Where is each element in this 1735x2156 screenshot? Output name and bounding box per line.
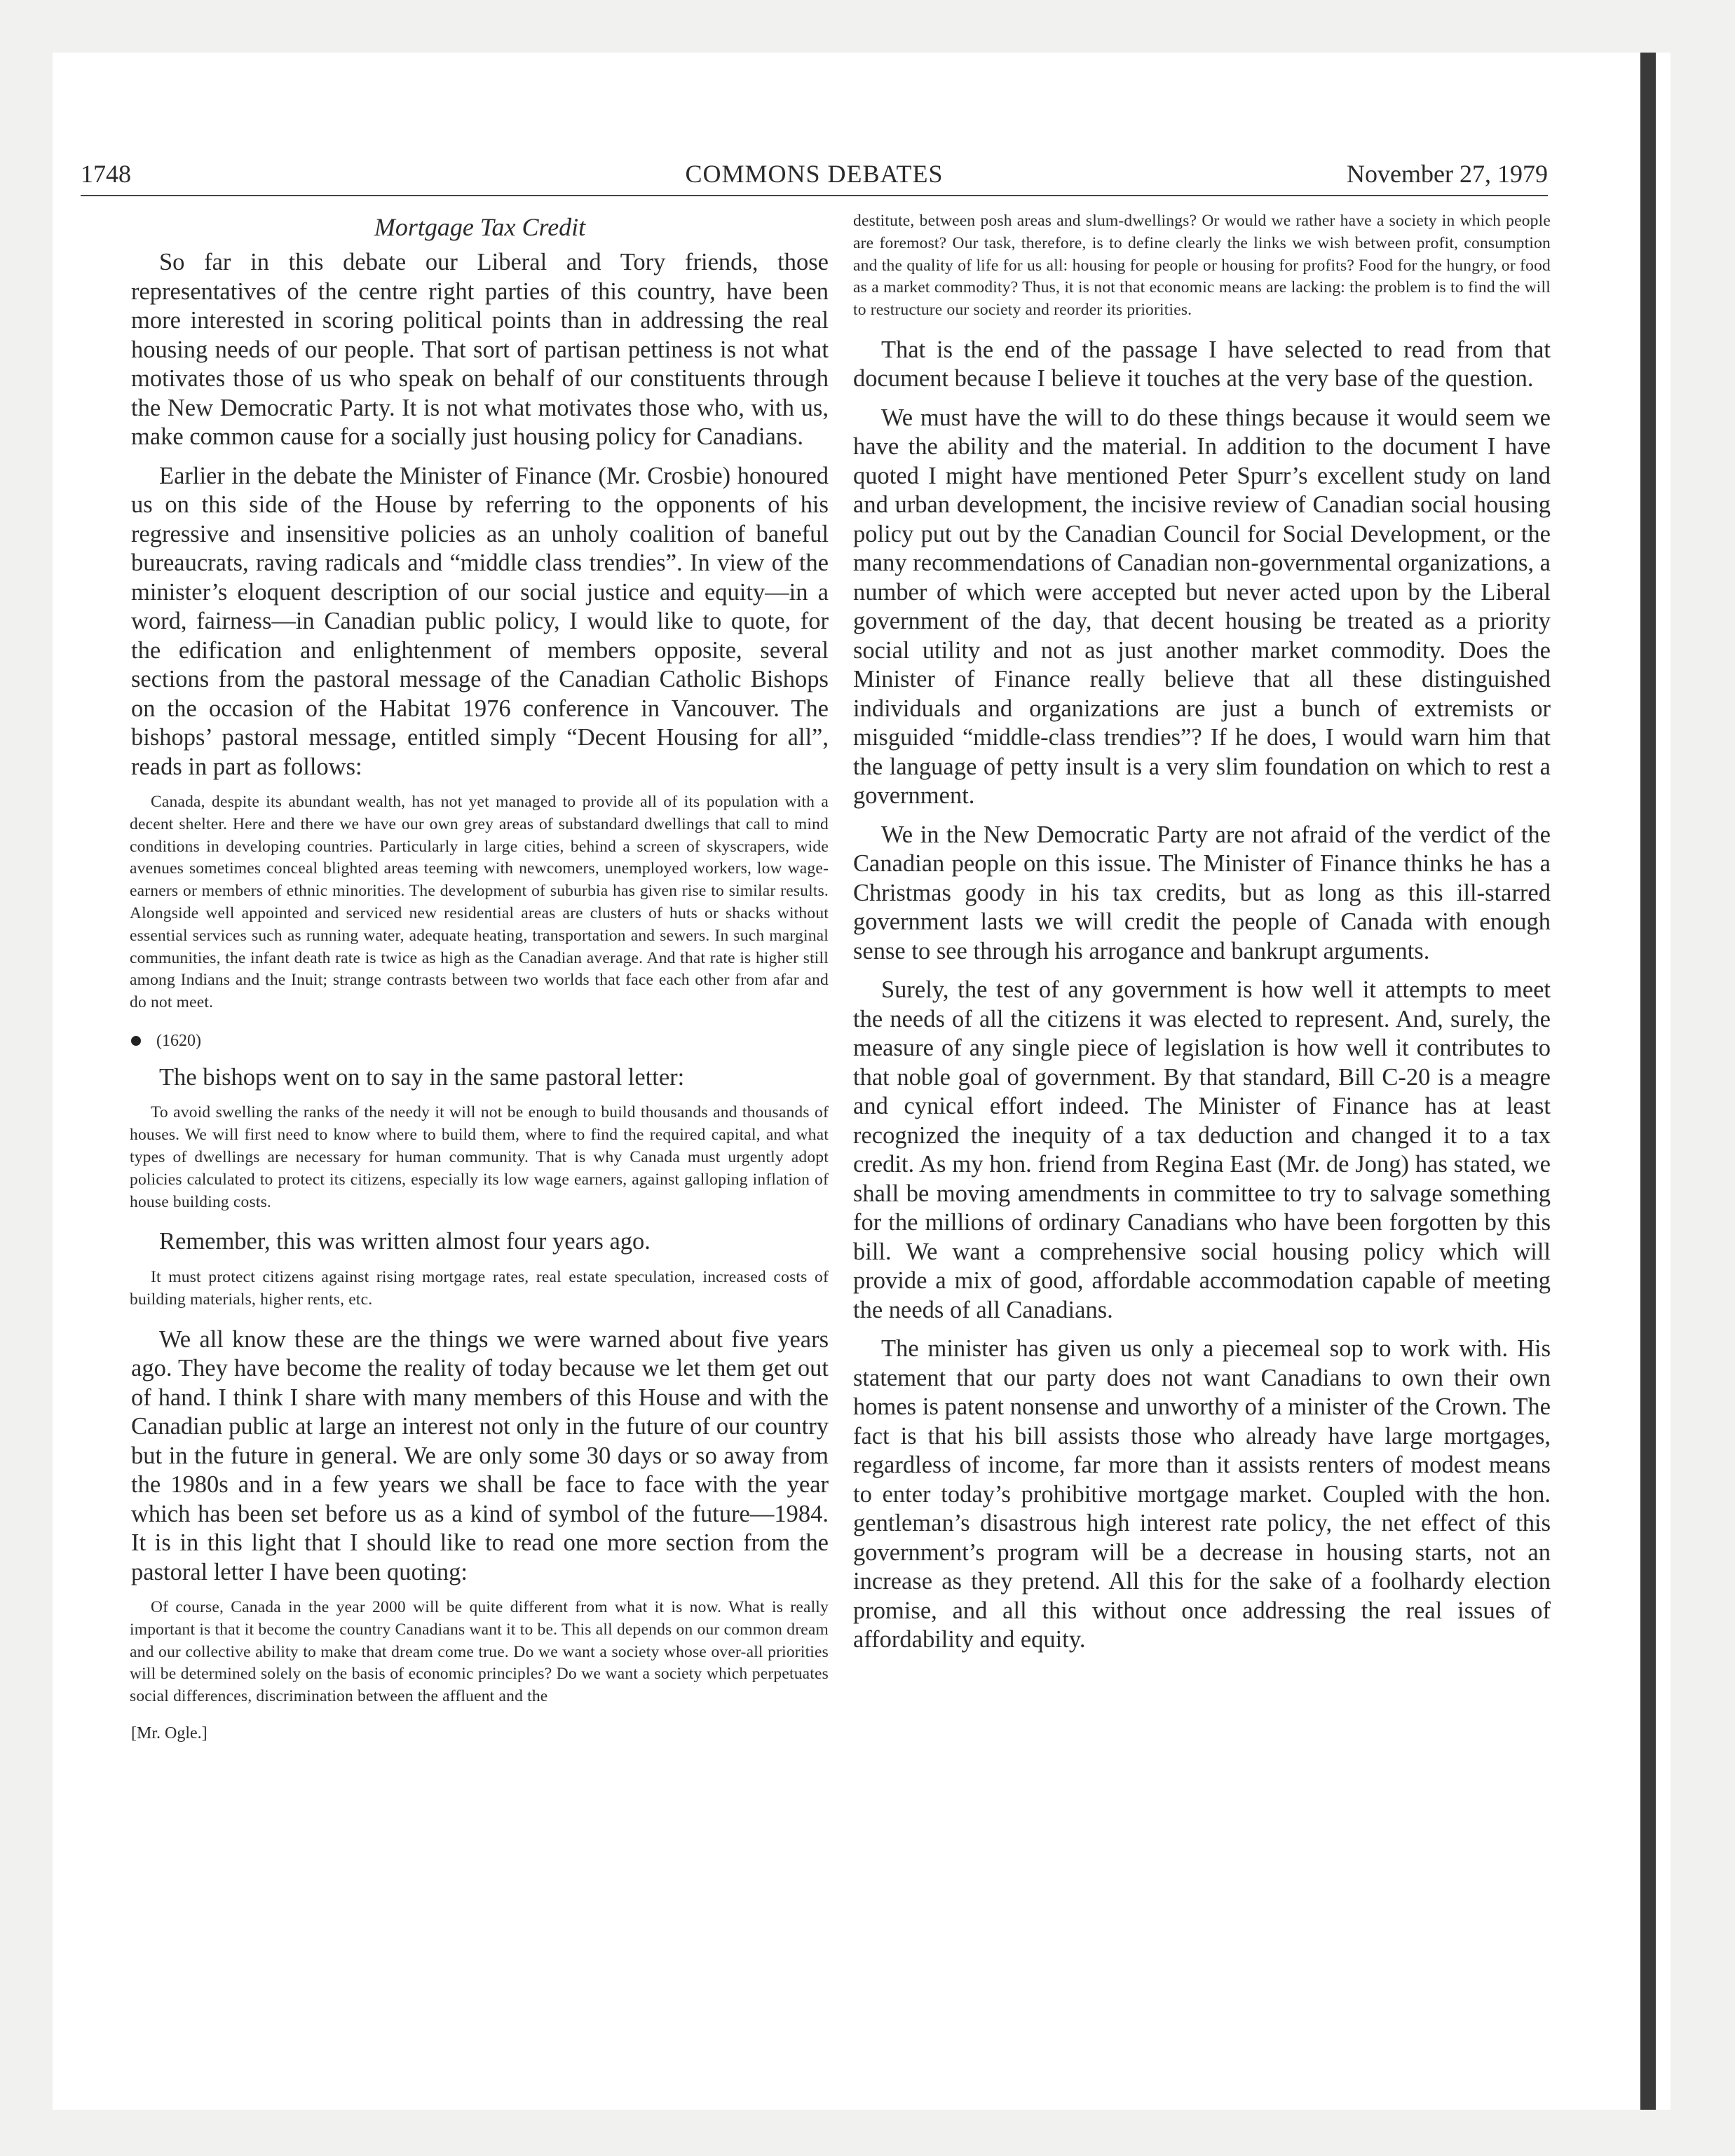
paragraph: The bishops went on to say in the same pastoral letter: [159, 1063, 685, 1091]
paragraph: Surely, the test of any government is how well it attempts to meet the needs of all the citizens it was elected to represent. And, surely, the measure of any single piece of legislation is how well it contributes to that noble goal of government. By that standard, Bill C-20 is a meagre and cynical effort indeed. The Minister of Finance has at least recognized the inequity of a tax deduction and changed it to a tax credit. As my hon. friend from Regina East (Mr. de Jong) has stated, we shall be moving amendments in committee to try to salvage something for the millions of ordinary Canadians who have been forgotten by this bill. We want a comprehensive social housing policy which will provide a mix of good, affordable accommodation capable of meeting the needs of all Canadians. [853, 976, 1551, 1323]
paragraph: Remember, this was written almost four years ago. [159, 1228, 651, 1255]
paragraph: Earlier in the debate the Minister of Finance (Mr. Crosbie) honoured us on this side of the House by referring to the opponents of his regressive and insensitive policies as an unholy coalition of baneful bureaucrats, raving radicals and “middle class trendies”. In view of the minister’s eloquent description of our social justice and equity—in a word, fairness—in Canadian public policy, I would like to quote, for the edification and enlightenment of members opposite, several sections from the pastoral message of the Canadian Catholic Bishops on the occasion of the Habitat 1976 conference in Vancouver. The bishops’ pastoral message, entitled simply “Decent Housing for all”, reads in part as follows: [131, 462, 829, 780]
paragraph: That is the end of the passage I have selected to read from that document because I believe it touches at the very base of the question. [853, 336, 1551, 393]
publication-title: COMMONS DEBATES [685, 160, 944, 188]
block-quote: To avoid swelling the ranks of the needy it will not be enough to build thousands and thousands of houses. We will first need to know where to build them, where to find the required capital, and what types of dwellings are necessary for human community. That is why Canada must urgently adopt policies calculated to protect its citizens, especially its low wage earners, against galloping inflation of house building costs. [130, 1103, 829, 1211]
paragraph: We in the New Democratic Party are not afraid of the verdict of the Canadian people on this issue. The Minister of Finance thinks he has a Christmas goody in his tax credits, but as long as this ill-starred government lasts we will credit the people of Canada with enough sense to see through his arrogance and bankrupt arguments. [853, 821, 1551, 964]
publication-date: November 27, 1979 [1347, 160, 1548, 188]
paragraph: We all know these are the things we were warned about five years ago. They have become the reality of today because we let them get out of hand. I think I share with many members of this House and with the Canadian public at large an interest not only in the future of our country but in the future in general. We are only some 30 days or so away from the 1980s and in a few years we shall be face to face with the year which has been set before us as a kind of symbol of the future—1984. It is in this light that I should like to read one more section from the pastoral letter I have been quoting: [131, 1325, 829, 1585]
paragraph: So far in this debate our Liberal and Tory friends, those representatives of the centre right parties of this country, have been more interested in scoring political points than in addressing the real housing needs of our people. That sort of partisan pettiness is not what motivates those of us who speak on behalf of our constituents through the New Democratic Party. It is not what motivates those who, with us, make common cause for a socially just housing policy for Canadians. [131, 249, 829, 450]
block-quote: It must protect citizens against rising mortgage rates, real estate speculation, increased costs of building materials, higher rents, etc. [130, 1267, 829, 1309]
scan-edge-bar [1640, 53, 1656, 2110]
right-column [853, 210, 1551, 1665]
time-marker-label: (1620) [156, 1031, 201, 1050]
section-subhead: Mortgage Tax Credit [374, 213, 586, 241]
page-number: 1748 [81, 160, 131, 188]
speaker-note: [Mr. Ogle.] [131, 1724, 207, 1743]
block-quote: Canada, despite its abundant wealth, has not yet managed to provide all of its population with a decent shelter. Here and there we have our own grey areas of substandard dwellings that call to mind conditions in developing countries. Particularly in large cities, behind a screen of skyscrapers, wide avenues sometimes conceal blighted areas teeming with newcomers, unemployed workers, low wage-earners or members of ethnic minorities. The development of suburbia has given rise to similar results. Alongside well appointed and serviced new residential areas are clusters of huts or shacks without essential services such as running water, adequate heating, transportation and sewers. In such marginal communities, the infant death rate is twice as high as the Canadian average. And that rate is higher still among Indians and the Inuit; strange contrasts between two worlds that face each other from afar and do not meet. [130, 793, 829, 1012]
block-quote: Of course, Canada in the year 2000 will be quite different from what it is now. What is really important is that it become the country Canadians want it to be. This all depends on our common dream and our collective ability to make that dream come true. Do we want a society whose over-all priorities will be determined solely on the basis of economic principles? Do we want a society which perpetuates social differences, discrimination between the affluent and the [130, 1598, 829, 1706]
paragraph: We must have the will to do these things because it would seem we have the ability and the material. In addition to the document I have quoted I might have mentioned Peter Spurr’s excellent study on land and urban development, the incisive review of Canadian social housing policy put out by the Canadian Council for Social Development, or the many recommendations of Canadian non-governmental organizations, a number of which were accepted but never acted upon by the Liberal government of the day, that decent housing be treated as a priority social utility and not as just another market commodity. Does the Minister of Finance really believe that all these distinguished individuals and organizations are just a bunch of extremists or misguided “middle-class trendies”? If he does, I would warn him that the language of petty insult is a very slim foundation on which to rest a government. [853, 404, 1551, 810]
paragraph: The minister has given us only a piecemeal sop to work with. His statement that our party does not want Canadians to own their own homes is patent nonsense and unworthy of a minister of the Crown. The fact is that his bill assists those who already have large mortgages, regardless of income, far more than it assists renters of modest means to enter today’s prohibitive mortgage market. Coupled with the hon. gentleman’s disastrous high interest rate policy, the net effect of this government’s program will be a decrease in housing starts, not an increase as they pretend. All this for the sake of a foolhardy election promise, and all this without once addressing the real issues of affordability and equity. [853, 1335, 1551, 1653]
block-quote: destitute, between posh areas and slum-dwellings? Or would we rather have a society in which people are foremost? Our task, therefore, is to define clearly the links we wish between profit, consumption and the quality of life for us all: housing for people or housing for profits? Food for the hungry, or food as a market commodity? Thus, it is not that economic means are lacking: the problem is to find the will to restructure our society and reorder its priorities. [853, 212, 1551, 320]
time-marker [131, 1028, 829, 1053]
page-header [81, 156, 1548, 196]
bullet-icon [131, 1036, 141, 1046]
left-column [131, 210, 829, 1745]
